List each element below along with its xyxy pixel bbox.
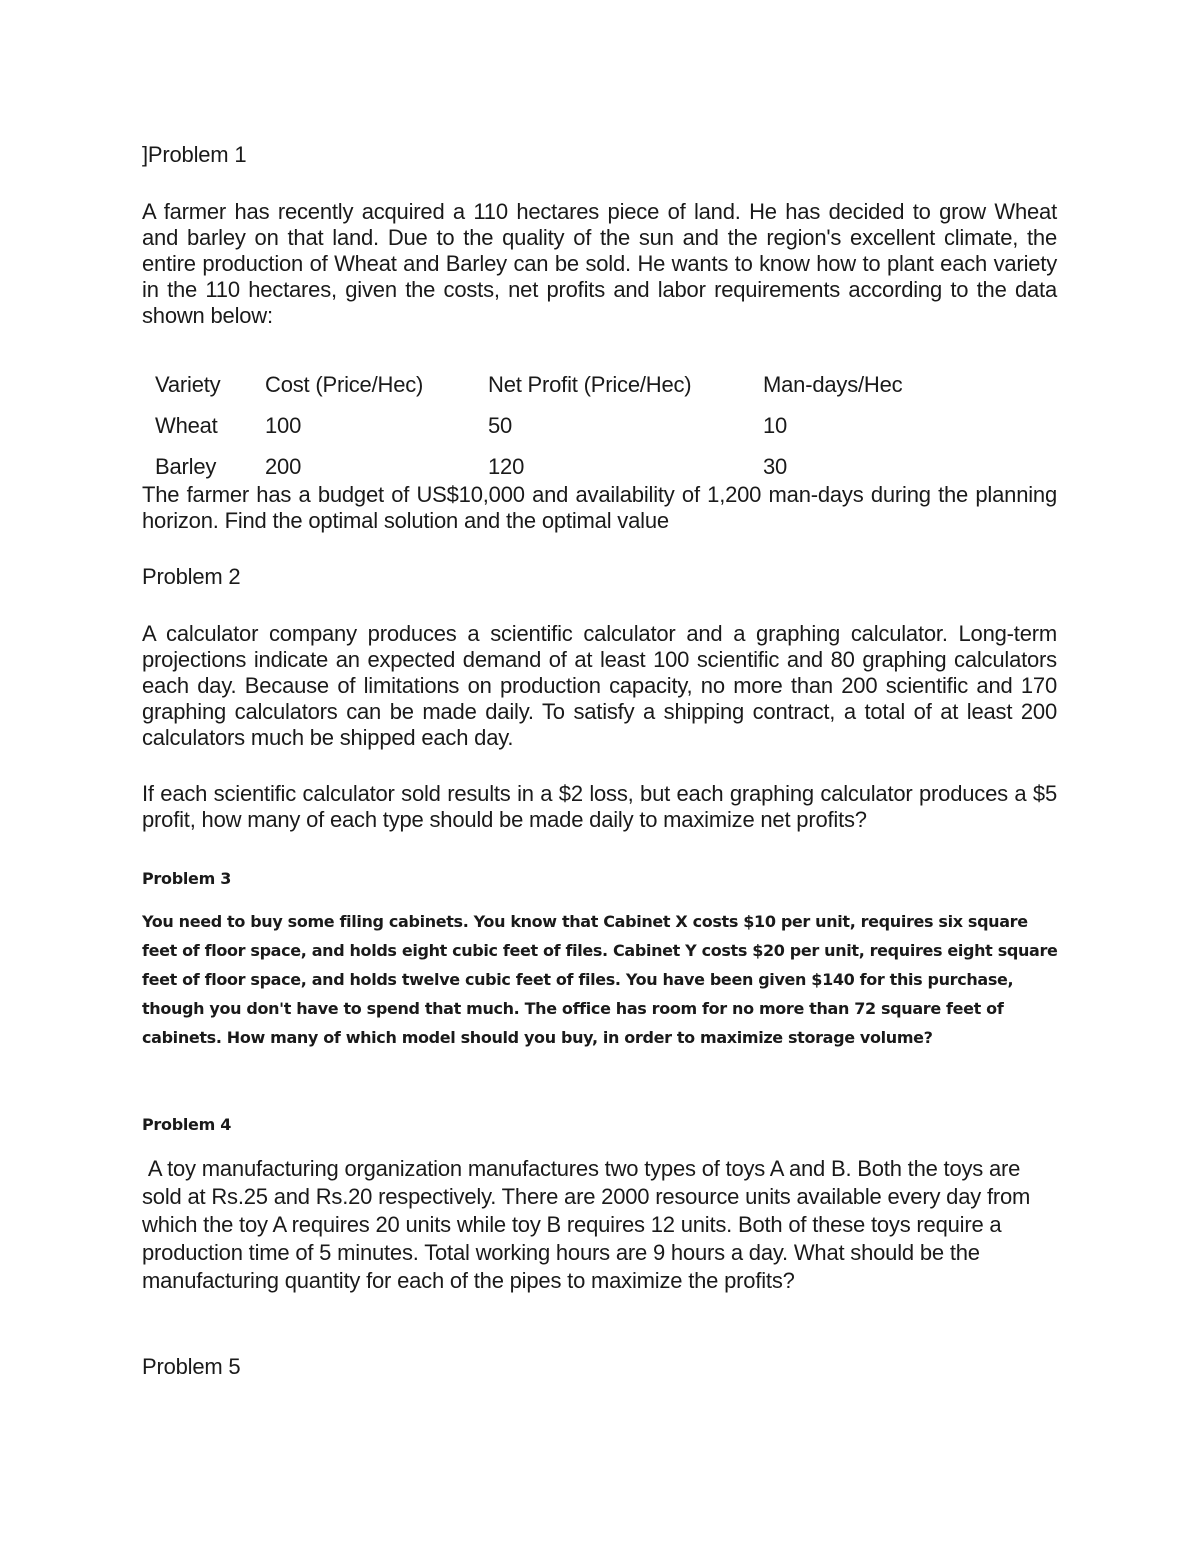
table-row bbox=[155, 446, 963, 487]
problem-5-heading: Problem 5 bbox=[142, 1354, 241, 1379]
variety-table bbox=[155, 364, 963, 487]
table-header-cell: Variety bbox=[155, 371, 221, 397]
problem-1-intro: A farmer has recently acquired a 110 hectares piece of land. He has decided to grow Wheat and barley on that land. Due to the quality of the sun and the region's excellent climate, the entire production of Wheat and Barley can be sold. He wants to know how to plant each variety in the 110 hectares, given the costs, net profits and labor requirements according to the data shown below: bbox=[142, 199, 1057, 328]
table-header-cell: Cost (Price/Hec) bbox=[265, 371, 424, 397]
problem-2-heading: Problem 2 bbox=[142, 564, 241, 589]
table-cell: 10 bbox=[763, 412, 788, 438]
problem-4-body: A toy manufacturing organization manufactures two types of toys A and B. Both the toys are sold at Rs.25 and Rs.20 respectively. There are 2000 resource units available every day from which the toy A requires 20 units while toy B requires 12 units. Both of these toys require a production time of 5 minutes. Total working hours are 9 hours a day. What should be the manufacturing quantity for each of the pipes to maximize the profits? bbox=[142, 1156, 1037, 1293]
problem-1-heading: ]Problem 1 bbox=[142, 142, 247, 167]
table-cell: 120 bbox=[488, 453, 525, 479]
table-cell: Wheat bbox=[155, 412, 218, 438]
table-cell: 30 bbox=[763, 453, 788, 479]
problem-4-heading: Problem 4 bbox=[142, 1115, 232, 1134]
table-cell: 100 bbox=[265, 412, 302, 438]
problem-3-heading: Problem 3 bbox=[142, 869, 232, 888]
table-header-cell: Net Profit (Price/Hec) bbox=[488, 371, 692, 397]
problem-2-paragraph-1: A calculator company produces a scientific calculator and a graphing calculator. Long-term projections indicate an expected demand of at least 100 scientific and 80 graphing calculators each day. Because of limitations on production capacity, no more than 200 scientific and 170 graphing calculators can be made daily. To satisfy a shipping contract, a total of at least 200 calculators much be shipped each day. bbox=[142, 621, 1057, 750]
variety-table-header-row bbox=[155, 364, 963, 405]
problem-1-closing: The farmer has a budget of US$10,000 and availability of 1,200 man-days during the planning horizon. Find the optimal solution and the optimal value bbox=[142, 482, 1057, 533]
problem-2-paragraph-2: If each scientific calculator sold results in a $2 loss, but each graphing calculator produces a $5 profit, how many of each type should be made daily to maximize net profits? bbox=[142, 781, 1057, 832]
table-cell: Barley bbox=[155, 453, 217, 479]
table-cell: 200 bbox=[265, 453, 302, 479]
table-header-cell: Man-days/Hec bbox=[763, 371, 903, 397]
table-cell: 50 bbox=[488, 412, 513, 438]
table-row bbox=[155, 405, 963, 446]
problem-3-body: You need to buy some filing cabinets. You know that Cabinet X costs $10 per unit, requires six square feet of floor space, and holds eight cubic feet of files. Cabinet Y costs $20 per unit, requires eight square feet of floor space, and holds twelve cubic feet of files. You have been given $140 for this purchase, though you don't have to spend that much. The office has room for no more than 72 square feet of cabinets. How many of which model should you buy, in order to maximize storage volume? bbox=[142, 912, 1058, 1047]
